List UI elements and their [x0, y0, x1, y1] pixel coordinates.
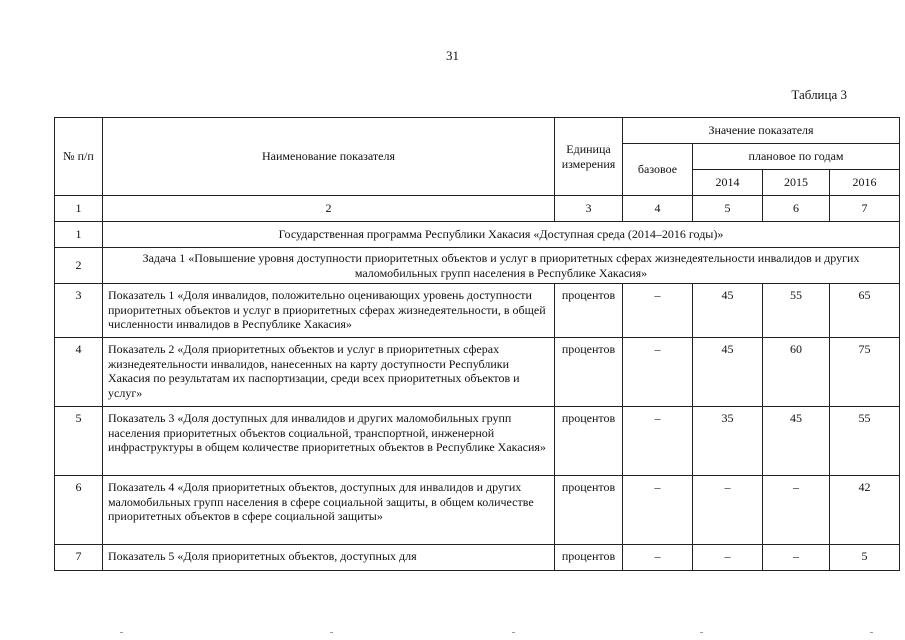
row-num: 4 [55, 338, 103, 407]
indicator-unit: процентов [555, 476, 623, 545]
indicator-name: Показатель 3 «Доля доступных для инвалидов и других маломобильных групп населения приоритетных объектов социальной, транспортной, инженерной инфраструктуры в общем количестве приоритетных объектов в Республике Хакасия» [103, 407, 555, 476]
col-number-6: 6 [763, 196, 830, 222]
header-unit-text: Единица измерения [561, 142, 616, 171]
col-number-7: 7 [830, 196, 900, 222]
table-row [55, 284, 900, 338]
indicator-2014: 45 [693, 338, 763, 407]
table-row [55, 407, 900, 476]
indicator-unit: процентов [555, 407, 623, 476]
indicator-2016: 65 [830, 284, 900, 338]
header-num [55, 118, 103, 196]
indicator-2014: – [693, 545, 763, 571]
row-num: 6 [55, 476, 103, 545]
header-name [103, 118, 555, 196]
table-row [55, 476, 900, 545]
indicator-base: – [623, 338, 693, 407]
row-num: 5 [55, 407, 103, 476]
table-row [55, 338, 900, 407]
header-base [623, 144, 693, 196]
indicator-unit: процентов [555, 284, 623, 338]
scan-speck [330, 632, 333, 633]
table-caption: Таблица 3 [791, 87, 847, 102]
indicator-name: Показатель 5 «Доля приоритетных объектов, доступных для [103, 545, 555, 571]
table-row [55, 545, 900, 571]
indicator-name: Показатель 1 «Доля инвалидов, положительно оценивающих уровень доступности приоритетных объектов и услуг в приоритетных сферах жизнедеятельности, в общей численности инвалидов в Республике Хакасия» [103, 284, 555, 338]
header-unit [555, 118, 623, 196]
indicator-2015: 55 [763, 284, 830, 338]
scan-speck [870, 632, 873, 633]
header-base-text: базовое [637, 162, 678, 177]
header-row-1 [55, 118, 900, 144]
indicator-unit: процентов [555, 545, 623, 571]
task-row [55, 248, 900, 284]
header-num-text: № п/п [63, 149, 94, 164]
indicator-base: – [623, 545, 693, 571]
row-num: 3 [55, 284, 103, 338]
indicator-2016: 75 [830, 338, 900, 407]
header-planned-text: плановое по годам [748, 149, 844, 164]
indicator-2014: – [693, 476, 763, 545]
indicator-2015: 45 [763, 407, 830, 476]
indicator-name: Показатель 2 «Доля приоритетных объектов и услуг в приоритетных сферах жизнедеятельности инвалидов, нанесенных на карту доступности Республики Хакасия по результатам их паспортизации, среди всех приоритетных объектов и услуг» [103, 338, 555, 407]
task-row-num: 2 [55, 248, 103, 284]
indicator-2016: 55 [830, 407, 900, 476]
indicator-unit: процентов [555, 338, 623, 407]
indicator-base: – [623, 284, 693, 338]
indicator-2015: – [763, 476, 830, 545]
header-year-2016: 2016 [830, 170, 900, 196]
header-name-text: Наименование показателя [262, 149, 395, 164]
indicator-2014: 35 [693, 407, 763, 476]
scan-speck [700, 632, 703, 633]
indicators-table [54, 117, 900, 571]
header-value-text: Значение показателя [708, 123, 814, 138]
scan-speck [120, 632, 123, 633]
indicator-2015: 60 [763, 338, 830, 407]
header-value [623, 118, 900, 144]
indicator-base: – [623, 476, 693, 545]
header-year-2014: 2014 [693, 170, 763, 196]
scan-speck [512, 632, 515, 633]
header-planned [693, 144, 900, 170]
col-number-1: 1 [55, 196, 103, 222]
indicator-2016: 42 [830, 476, 900, 545]
indicator-2015: – [763, 545, 830, 571]
task-row-text: Задача 1 «Повышение уровня доступности приоритетных объектов и услуг в приоритетных сферах жизнедеятельности инвалидов и других маломобильных групп населения в Республике Хакасия» [103, 248, 900, 284]
page-number: 31 [446, 48, 459, 63]
col-number-3: 3 [555, 196, 623, 222]
program-row [55, 222, 900, 248]
col-number-5: 5 [693, 196, 763, 222]
indicator-2016: 5 [830, 545, 900, 571]
header-year-2015: 2015 [763, 170, 830, 196]
program-row-num: 1 [55, 222, 103, 248]
col-number-4: 4 [623, 196, 693, 222]
indicator-base: – [623, 407, 693, 476]
row-num: 7 [55, 545, 103, 571]
indicator-2014: 45 [693, 284, 763, 338]
column-number-row [55, 196, 900, 222]
col-number-2: 2 [103, 196, 555, 222]
program-row-text: Государственная программа Республики Хакасия «Доступная среда (2014–2016 годы)» [103, 222, 900, 248]
indicator-name: Показатель 4 «Доля приоритетных объектов, доступных для инвалидов и других маломобильных групп населения в сфере социальной защиты, в общем количестве приоритетных объектов в сфере социальной защиты» [103, 476, 555, 545]
